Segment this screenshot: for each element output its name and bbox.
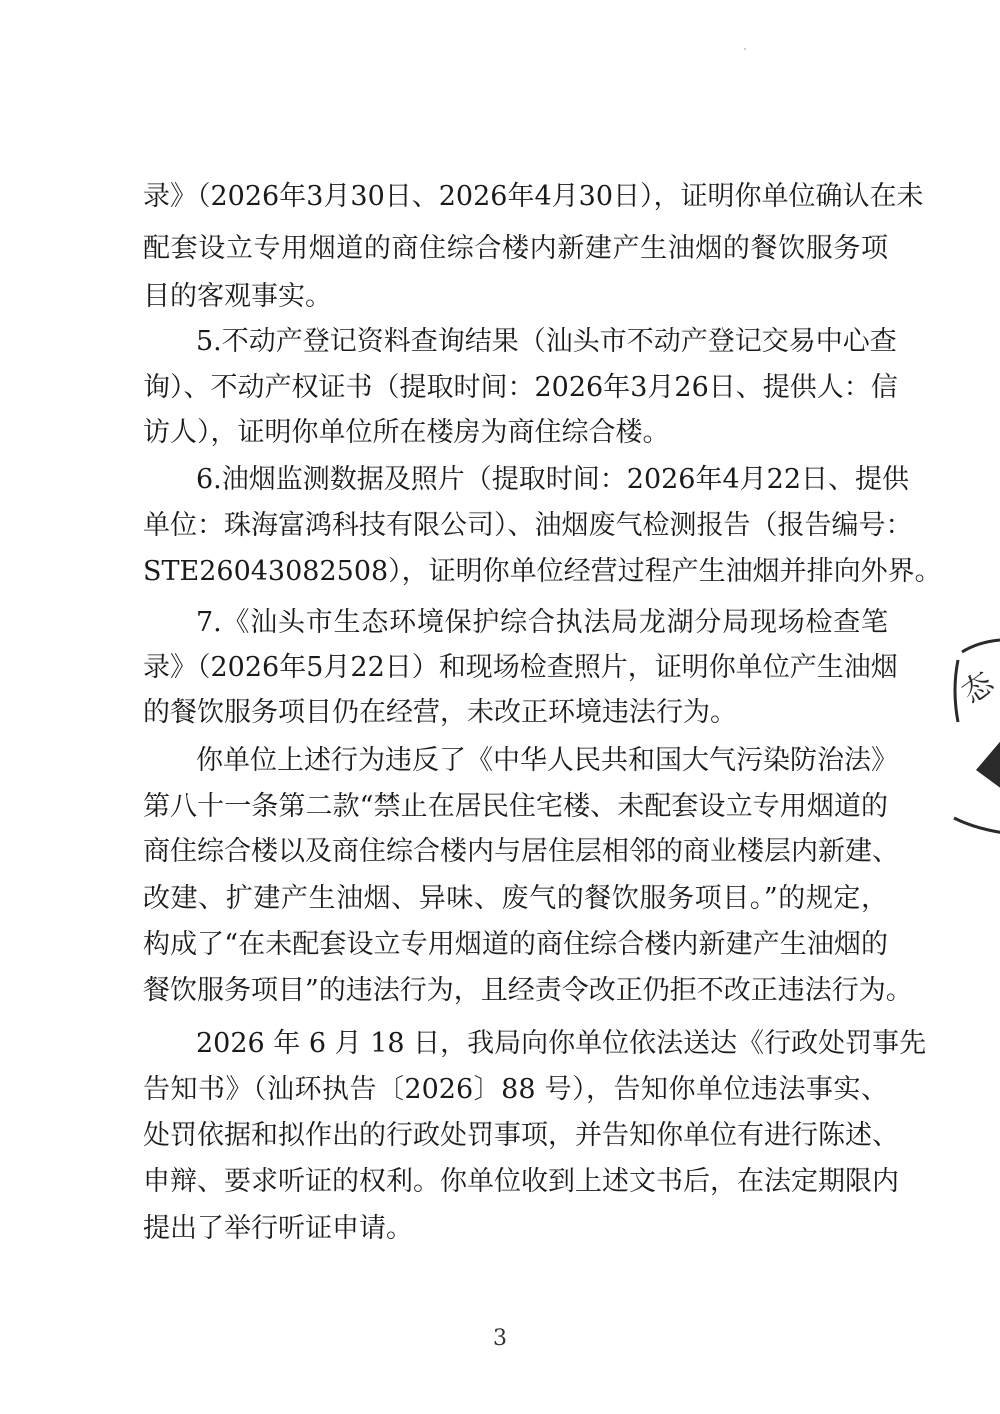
- text-line: 提出了举行听证申请。: [143, 1213, 413, 1244]
- svg-text:态: 态: [955, 665, 1000, 712]
- text-line: 5.不动产登记资料查询结果（汕头市不动产登记交易中心查: [196, 326, 897, 357]
- page-number: 3: [493, 1326, 507, 1351]
- text-line: 目的客观事实。: [143, 281, 332, 312]
- text-line: 询）、不动产权证书（提取时间：2026年3月26日、提供人：信: [143, 372, 898, 403]
- text-line: 你单位上述行为违反了《中华人民共和国大气污染防治法》: [196, 745, 898, 776]
- text-line: 改建、扩建产生油烟、异味、废气的餐饮服务项目。”的规定，: [143, 883, 888, 914]
- official-seal-fragment: [948, 630, 1000, 850]
- text-line: 第八十一条第二款“禁止在居民住宅楼、未配套设立专用烟道的: [143, 791, 888, 822]
- scan-speck: [744, 48, 746, 50]
- text-line: 录》（2026年3月30日、2026年4月30日），证明你单位确认在未: [143, 181, 924, 212]
- text-line: 6.油烟监测数据及照片（提取时间：2026年4月22日、提供: [196, 464, 910, 495]
- seal-icon: [948, 630, 1000, 850]
- text-line: 配套设立专用烟道的商住综合楼内新建产生油烟的餐饮服务项: [143, 233, 888, 264]
- text-line: 告知书》（汕环执告〔2026〕88 号），告知你单位违法事实、: [143, 1074, 888, 1105]
- text-line: 餐饮服务项目”的违法行为，且经责令改正仍拒不改正违法行为。: [143, 975, 913, 1006]
- text-line: 构成了“在未配套设立专用烟道的商住综合楼内新建产生油烟的: [143, 929, 888, 960]
- text-line: 的餐饮服务项目仍在经营，未改正环境违法行为。: [143, 697, 737, 728]
- text-line: 商住综合楼以及商住综合楼内与居住层相邻的商业楼层内新建、: [143, 836, 899, 867]
- text-line: 7.《汕头市生态环境保护综合执法局龙湖分局现场检查笔: [196, 607, 888, 638]
- text-line: 申辩、要求听证的权利。你单位收到上述文书后，在法定期限内: [143, 1166, 899, 1197]
- text-line: 访人），证明你单位所在楼房为商住综合楼。: [143, 417, 670, 448]
- text-line: 单位：珠海富鸿科技有限公司）、油烟废气检测报告（报告编号：: [143, 510, 913, 541]
- text-line: 录》（2026年5月22日）和现场检查照片，证明你单位产生油烟: [143, 652, 898, 683]
- text-line: 2026 年 6 月 18 日，我局向你单位依法送达《行政处罚事先: [196, 1028, 927, 1059]
- text-line: STE26043082508），证明你单位经营过程产生油烟并排向外界。: [143, 556, 942, 587]
- text-line: 处罚依据和拟作出的行政处罚事项，并告知你单位有进行陈述、: [143, 1120, 899, 1151]
